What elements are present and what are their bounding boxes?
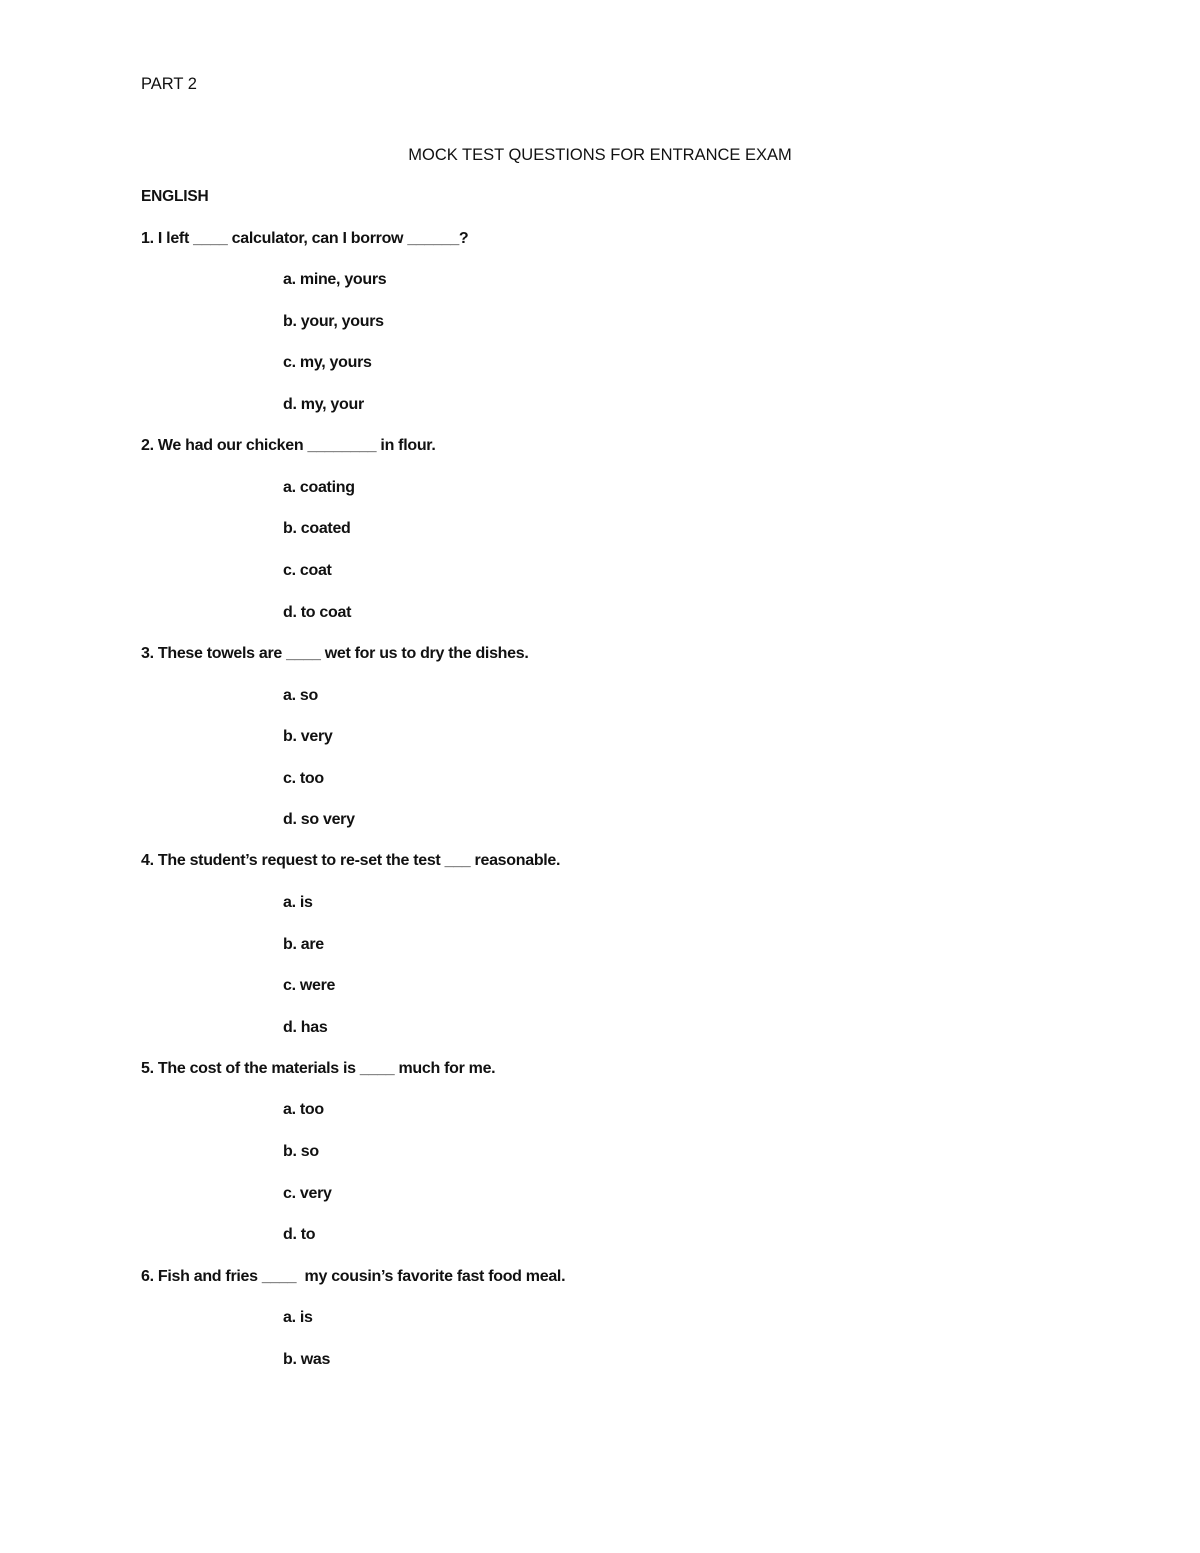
section-heading: ENGLISH	[141, 188, 209, 205]
question-3-option-d: d. so very	[283, 811, 355, 828]
question-2: 2. We had our chicken ________ in flour.	[141, 437, 436, 454]
question-6-option-a: a. is	[283, 1309, 313, 1326]
question-4-option-a: a. is	[283, 894, 313, 911]
question-1-option-b: b. your, yours	[283, 313, 384, 330]
question-6-option-b: b. was	[283, 1351, 331, 1368]
question-3: 3. These towels are ____ wet for us to dry the dishes.	[141, 645, 529, 662]
question-3-option-c: c. too	[283, 770, 324, 787]
question-5: 5. The cost of the materials is ____ much for me.	[141, 1060, 496, 1077]
question-5-option-b: b. so	[283, 1143, 319, 1160]
question-4-option-d: d. has	[283, 1019, 328, 1036]
question-4-option-b: b. are	[283, 936, 324, 953]
question-2-option-b: b. coated	[283, 520, 351, 537]
question-3-option-b: b. very	[283, 728, 333, 745]
question-6: 6. Fish and fries ____ my cousin’s favorite fast food meal.	[141, 1268, 566, 1285]
question-4: 4. The student’s request to re-set the test ___ reasonable.	[141, 852, 561, 869]
question-4-option-c: c. were	[283, 977, 336, 994]
question-5-option-d: d. to	[283, 1226, 316, 1243]
question-1-option-c: c. my, yours	[283, 354, 372, 371]
question-5-option-a: a. too	[283, 1101, 324, 1118]
page-title: MOCK TEST QUESTIONS FOR ENTRANCE EXAM	[408, 146, 792, 164]
question-2-option-c: c. coat	[283, 562, 332, 579]
question-3-option-a: a. so	[283, 687, 318, 704]
question-5-option-c: c. very	[283, 1185, 332, 1202]
question-2-option-d: d. to coat	[283, 604, 352, 621]
question-1-option-d: d. my, your	[283, 396, 364, 413]
part-label: PART 2	[141, 75, 197, 93]
question-2-option-a: a. coating	[283, 479, 355, 496]
question-1: 1. I left ____ calculator, can I borrow ______?	[141, 230, 469, 247]
question-1-option-a: a. mine, yours	[283, 271, 387, 288]
